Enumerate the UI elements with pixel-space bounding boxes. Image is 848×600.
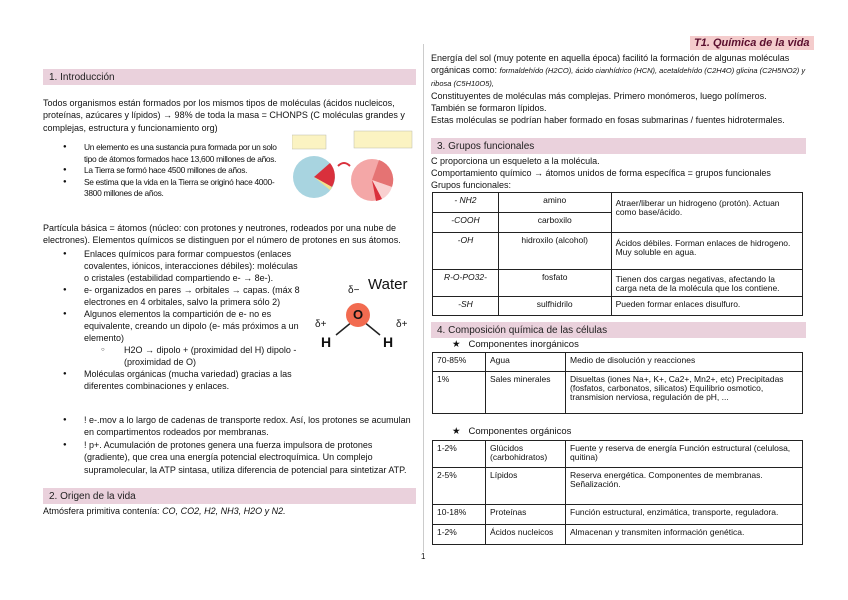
- organic-heading: [452, 426, 571, 438]
- cell: fosfato: [498, 270, 611, 297]
- cell: sulfhidrilo: [498, 297, 611, 316]
- behaviour-text: Comportamiento químico → átomos unidos de forma específica = grupos funcionales: [431, 168, 771, 178]
- intro-bullets: [63, 142, 288, 200]
- inorganic-label: Componentes inorgánicos: [468, 339, 579, 350]
- list-item: ● Moléculas orgánicas (mucha variedad) gracias a las diferentes combinaciones y enlaces.: [63, 368, 303, 392]
- monomers-text: Constituyentes de moléculas más complejas. Primero monómeros, luego polímeros.: [431, 91, 767, 101]
- water-label: Water: [368, 276, 408, 293]
- groups-label: Grupos funcionales:: [431, 180, 512, 190]
- list-item: ● Se estima que la vida en la Tierra se originó hace 4000-3800 millones de años.: [63, 177, 288, 200]
- cell: 10-18%: [433, 505, 486, 525]
- cell: Pueden formar enlaces disulfuro.: [611, 297, 802, 316]
- energy-text: Energía del sol (muy potente en aquella época) facilitó la formación de algunas moléculas orgánicas como:: [431, 53, 790, 75]
- hydrogen-left: H: [321, 334, 332, 350]
- list-item: ● La Tierra se formó hace 4500 millones de años.: [63, 165, 288, 177]
- cell: 1-2%: [433, 441, 486, 468]
- cell: Ácidos nucleicos: [486, 525, 566, 545]
- inorganic-heading: [452, 339, 579, 351]
- cell: Tienen dos cargas negativas, afectando la carga neta de la molécula que los contiene.: [611, 270, 802, 297]
- cell: Disueltas (iones Na+, K+, Ca2+, Mn2+, etc) Precipitadas (fosfatos, carbonatos, silicatos) Equilibrio osmotico, transmision nerviosa, regulación de pH, ...: [566, 372, 803, 414]
- list-item: ● ! p+. Acumulación de protones genera una fuerza impulsora de protones (gradiente), que crea una energía potencial electroquímica. Un complejo supramolecular, la ATP sintasa, utiliza diferencia de potencial para sintetizar ATP.: [63, 439, 418, 476]
- cell: - NH2: [433, 193, 499, 213]
- cell: -SH: [433, 297, 499, 316]
- oxygen-label: O: [352, 307, 364, 322]
- organic-label: Componentes orgánicos: [468, 426, 572, 437]
- cell: Agua: [486, 353, 566, 372]
- functional-groups-table: [432, 192, 803, 316]
- vents-text: Estas moléculas se podrían haber formado en fosas submarinas / fuentes hidrotermales.: [431, 115, 785, 125]
- cell: Proteínas: [486, 505, 566, 525]
- page-number: 1: [421, 552, 426, 561]
- cell: Almacenan y transmiten información genética.: [566, 525, 803, 545]
- section-2-header: 2. Origen de la vida: [43, 488, 416, 504]
- cell: -OH: [433, 233, 499, 270]
- delta-minus: δ−: [348, 285, 360, 296]
- cell: Reserva energética. Componentes de membranas. Señalización.: [566, 468, 803, 505]
- organic-table: [432, 440, 803, 545]
- section-3-header: 3. Grupos funcionales: [431, 138, 806, 154]
- molecules-list: formaldehído (H2CO), ácido cianhídrico (HCN), acetaldehído (C2H4O) glicina (C2H5NO2) y ribosa (C5H10O5),: [431, 66, 806, 88]
- cell: amino: [498, 193, 611, 213]
- list-item: ● Algunos elementos la compartición de e- no es equivalente, creando un dipolo (e- más próximos a un elemento): [63, 308, 303, 344]
- cell: Atraer/liberar un hidrogeno (protón). Actuan como base/ácido.: [611, 193, 802, 233]
- cell: carboxilo: [498, 213, 611, 233]
- atmosphere-label: Atmósfera primitiva contenía:: [43, 506, 163, 516]
- groups-intro: [431, 155, 821, 191]
- atmosphere-gases: CO, CO2, H2, NH3, H2O y N2.: [162, 506, 286, 516]
- star-icon: ★: [452, 426, 461, 437]
- cell: Medio de disolución y reacciones: [566, 353, 803, 372]
- delta-plus-left: δ+: [315, 319, 327, 330]
- atoms-bullets: [63, 248, 303, 392]
- cell: hidroxilo (alcohol): [498, 233, 611, 270]
- list-item: ● e- organizados en pares → orbitales → capas. (máx 8 electrones en 4 orbitales, salvo la primera sólo 2): [63, 284, 303, 308]
- column-divider: [423, 44, 424, 552]
- cell: Glúcidos (carbohidratos): [486, 441, 566, 468]
- skeleton-text: C proporciona un esqueleto a la molécula.: [431, 156, 600, 166]
- cell: 1%: [433, 372, 486, 414]
- cell: Fuente y reserva de energía Función estructural (celulosa, quitina): [566, 441, 803, 468]
- list-item: ● Un elemento es una sustancia pura formada por un solo tipo de átomos formados hace 13,600 millones de años.: [63, 142, 288, 165]
- star-icon: ★: [452, 339, 461, 350]
- origin-continued: [431, 52, 816, 126]
- cell: 1-2%: [433, 525, 486, 545]
- intro-paragraph: Todos organismos están formados por los mismos tipos de moléculas (ácidos nucleicos, proteínas, azúcares y lípidos) → 98% de toda la masa = CHONPS (C moléculas grandes y complejas, estructura y funcionamiento org): [43, 98, 405, 133]
- cell: R-O-PO32-: [433, 270, 499, 297]
- delta-plus-right: δ+: [396, 319, 408, 330]
- cell: 2-5%: [433, 468, 486, 505]
- atoms-paragraph: Partícula básica = átomos (núcleo: con protones y neutrones, rodeados por una nube de electrones). Elementos químicos se distinguen por el número de protones en sus átomos.: [43, 223, 401, 246]
- document-title: T1. Química de la vida: [690, 36, 814, 50]
- cell: Lípidos: [486, 468, 566, 505]
- cell: Sales minerales: [486, 372, 566, 414]
- cell: 70-85%: [433, 353, 486, 372]
- water-molecule-figure: [308, 277, 418, 357]
- sub-list-item: ○ H2O → dipolo + (proximidad del H) dipolo - (proximidad de O): [63, 344, 303, 368]
- list-item: ● ! e-.mov a lo largo de cadenas de transporte redox. Así, los protones se acumulan en compartimentos rodeados por membranas.: [63, 414, 418, 439]
- inorganic-table: [432, 352, 803, 414]
- lipids-text: También se formaron lípidos.: [431, 103, 547, 113]
- list-item: ● Enlaces químicos para formar compuestos (enlaces covalentes, iónicos, interacciones débiles): moléculas o cristales (estabilidad compartiendo e- → 8e-).: [63, 248, 303, 284]
- section-1-header: 1. Introducción: [43, 69, 416, 85]
- cell: Función estructural, enzimática, transporte, reguladora.: [566, 505, 803, 525]
- section-4-header: 4. Composición química de las células: [431, 322, 806, 338]
- cell: Ácidos débiles. Forman enlaces de hidrogeno. Muy soluble en agua.: [611, 233, 802, 270]
- cell: -COOH: [433, 213, 499, 233]
- elements-pie-figure: [292, 130, 416, 212]
- redox-bullets: [63, 414, 418, 476]
- hydrogen-right: H: [383, 334, 394, 350]
